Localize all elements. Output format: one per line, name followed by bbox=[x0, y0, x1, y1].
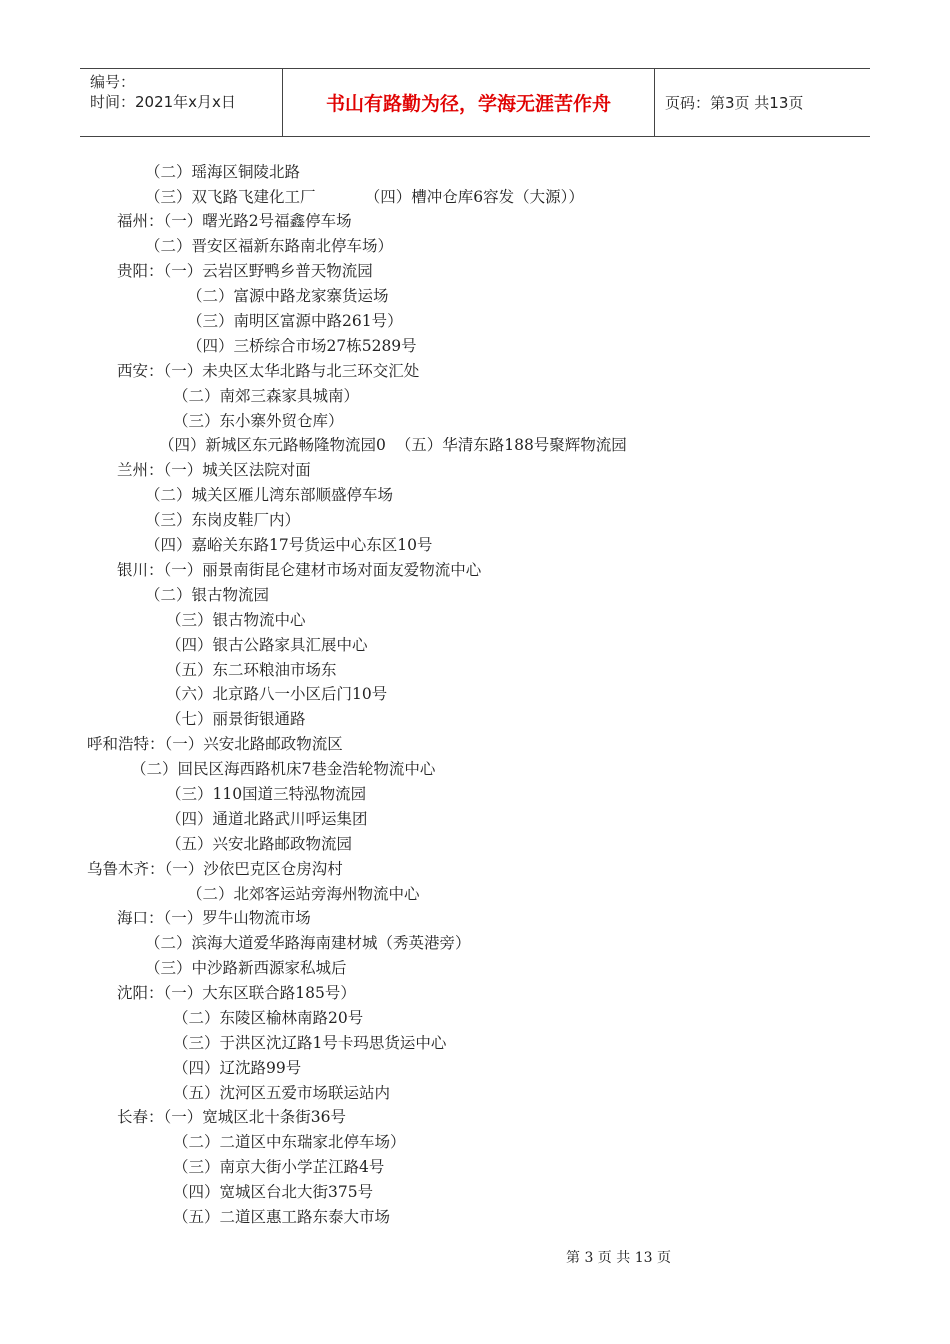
body-line: （七）丽景街银通路 bbox=[166, 710, 306, 728]
body-line: 兰州：（一）城关区法院对面 bbox=[117, 461, 311, 479]
body-line: 西安：（一）未央区太华北路与北三环交汇处 bbox=[117, 362, 420, 380]
header-meta bbox=[80, 69, 282, 136]
body-line: （二）滨海大道爱华路海南建材城（秀英港旁） bbox=[145, 934, 471, 952]
body-line: 海口：（一）罗牛山物流市场 bbox=[117, 909, 311, 927]
body-line: （五）沈河区五爱市场联运站内 bbox=[173, 1084, 391, 1102]
body-line: （三）东小寨外贸仓库） bbox=[173, 412, 344, 430]
body-line: （四）通道北路武川呼运集团 bbox=[166, 810, 368, 828]
body-line: 长春：（一）宽城区北十条街36号 bbox=[117, 1108, 346, 1126]
body-line: （四）银古公路家具汇展中心 bbox=[166, 636, 368, 654]
motto: 书山有路勤为径，学海无涯苦作舟 bbox=[325, 93, 611, 115]
page-header bbox=[80, 68, 870, 137]
body-line: 银川：（一）丽景南街昆仑建材市场对面友爱物流中心 bbox=[117, 561, 482, 579]
page-footer: 第 3 页 共 13 页 bbox=[566, 1250, 671, 1266]
body-line: （三）南明区富源中路261号） bbox=[187, 312, 403, 330]
body-line: （四）宽城区台北大街375号 bbox=[173, 1183, 374, 1201]
body-line: （五）兴安北路邮政物流园 bbox=[166, 835, 353, 853]
body-line: （二）瑶海区铜陵北路 bbox=[145, 163, 301, 181]
body-line: （四）嘉峪关东路17号货运中心东区10号 bbox=[145, 536, 433, 554]
body-line: （四）新城区东元路畅隆物流园0 （五）华清东路188号聚辉物流园 bbox=[159, 436, 627, 454]
number-label: 编号： bbox=[90, 73, 136, 91]
body-line: （三）中沙路新西源家私城后 bbox=[145, 959, 347, 977]
body-line: 贵阳：（一）云岩区野鸭乡普天物流园 bbox=[117, 262, 373, 280]
time-label: 时间：2021年x月x日 bbox=[90, 93, 236, 111]
body-line: （三）110国道三特泓物流园 bbox=[166, 785, 367, 803]
body-line: （二）银古物流园 bbox=[145, 586, 270, 604]
body-line: （四）辽沈路99号 bbox=[173, 1059, 302, 1077]
body-line: （五）二道区惠工路东泰大市场 bbox=[173, 1208, 391, 1226]
body-line: （二）北郊客运站旁海州物流中心 bbox=[187, 885, 420, 903]
body-line: （三）南京大街小学芷江路4号 bbox=[173, 1158, 385, 1176]
body-line: （四）三桥综合市场27栋5289号 bbox=[187, 337, 417, 355]
body-line: （三）双飞路飞建化工厂 （四）槽冲仓库6容发（大源）） bbox=[145, 188, 584, 206]
body-line: 沈阳：（一）大东区联合路185号） bbox=[117, 984, 356, 1002]
body-line: （三）东岗皮鞋厂内） bbox=[145, 511, 301, 529]
body-line: （三）于洪区沈辽路1号卡玛思货运中心 bbox=[173, 1034, 447, 1052]
body-line: （二）晋安区福新东路南北停车场） bbox=[145, 237, 394, 255]
header-page-cell bbox=[655, 69, 870, 136]
header-motto-cell bbox=[282, 69, 655, 136]
body-line: （二）二道区中东瑞家北停车场） bbox=[173, 1133, 406, 1151]
body-line: 福州：（一）曙光路2号福鑫停车场 bbox=[117, 212, 352, 230]
body-line: 乌鲁木齐：（一）沙依巴克区仓房沟村 bbox=[87, 860, 343, 878]
body-line: （五）东二环粮油市场东 bbox=[166, 661, 337, 679]
body-line: 呼和浩特：（一）兴安北路邮政物流区 bbox=[87, 735, 343, 753]
body-line: （六）北京路八一小区后门10号 bbox=[166, 685, 388, 703]
body-line: （三）银古物流中心 bbox=[166, 611, 306, 629]
body-line: （二）东陵区榆林南路20号 bbox=[173, 1009, 364, 1027]
body-line: （二）城关区雁儿湾东部顺盛停车场 bbox=[145, 486, 394, 504]
body-line: （二）富源中路龙家寨货运场 bbox=[187, 287, 389, 305]
page-info: 页码：第3页 共13页 bbox=[665, 94, 804, 112]
body-line: （二）回民区海西路机床7巷金浩轮物流中心 bbox=[131, 760, 436, 778]
body-line: （二）南郊三森家具城南） bbox=[173, 387, 360, 405]
